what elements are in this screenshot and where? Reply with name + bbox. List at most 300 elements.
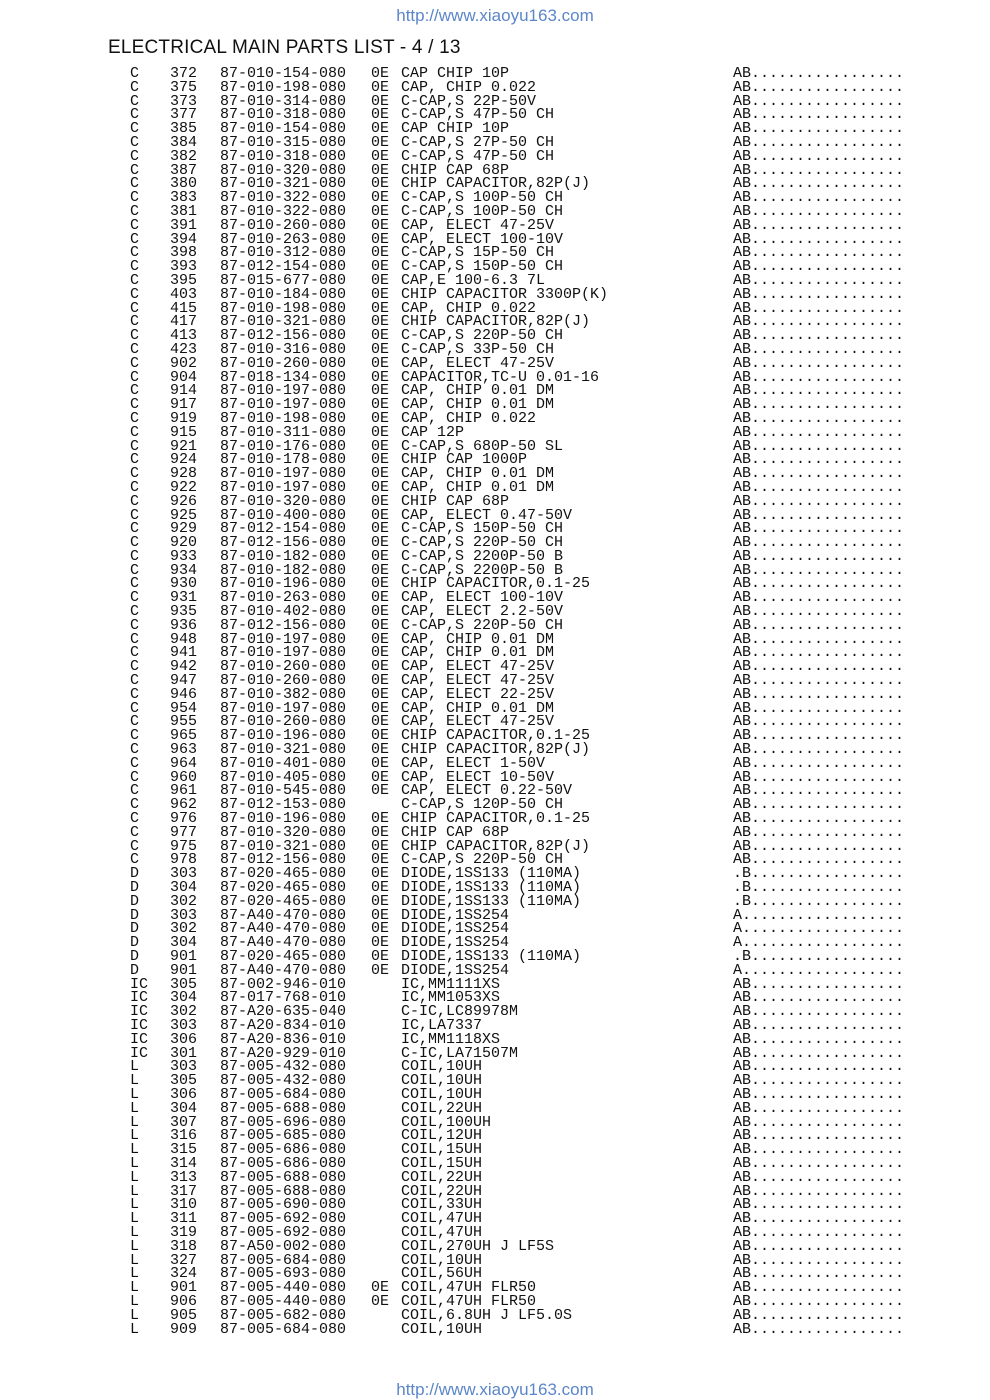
part-code: AB................. xyxy=(733,1099,905,1117)
part-description: C-CAP,S 220P-50 CH xyxy=(401,616,564,634)
part-number: 87-010-402-080 xyxy=(220,603,347,621)
part-ref: 935 xyxy=(170,603,198,621)
part-ref: 901 xyxy=(170,961,198,979)
part-type: C xyxy=(130,327,140,345)
part-type: C xyxy=(130,271,140,289)
part-oe: 0E xyxy=(371,865,390,883)
part-ref: 921 xyxy=(170,437,198,455)
part-oe: 0E xyxy=(371,741,390,759)
part-description: COIL,47UH FLR50 xyxy=(401,1292,537,1310)
part-type: C xyxy=(130,561,140,579)
part-description: C-IC,LA71507M xyxy=(401,1044,519,1062)
part-number: 87-005-690-080 xyxy=(220,1196,347,1214)
part-number: 87-005-688-080 xyxy=(220,1168,347,1186)
part-number: 87-010-322-080 xyxy=(220,189,347,207)
part-number: 87-010-321-080 xyxy=(220,741,347,759)
part-description: DIODE,1SS254 xyxy=(401,961,510,979)
part-number: 87-010-318-080 xyxy=(220,106,347,124)
part-code: AB................. xyxy=(733,409,905,427)
part-code: AB................. xyxy=(733,1279,905,1297)
part-description: IC,MM1118XS xyxy=(401,1030,501,1048)
part-number: 87-010-321-080 xyxy=(220,313,347,331)
part-code: AB................. xyxy=(733,534,905,552)
part-type: C xyxy=(130,340,140,358)
part-ref: 423 xyxy=(170,340,198,358)
part-number: 87-005-692-080 xyxy=(220,1223,347,1241)
part-code: AB................. xyxy=(733,423,905,441)
part-code: AB................. xyxy=(733,1196,905,1214)
part-oe: 0E xyxy=(371,313,390,331)
part-number: 87-005-440-080 xyxy=(220,1279,347,1297)
part-type: L xyxy=(130,1058,140,1076)
part-type: C xyxy=(130,354,140,372)
part-number: 87-010-311-080 xyxy=(220,423,347,441)
part-oe: 0E xyxy=(371,354,390,372)
part-code: AB................. xyxy=(733,851,905,869)
part-ref: 302 xyxy=(170,920,198,938)
part-number: 87-010-182-080 xyxy=(220,547,347,565)
part-type: C xyxy=(130,699,140,717)
part-type: C xyxy=(130,685,140,703)
part-ref: 914 xyxy=(170,382,198,400)
part-code: AB................. xyxy=(733,1044,905,1062)
part-code: AB................. xyxy=(733,506,905,524)
part-description: C-CAP,S 680P-50 SL xyxy=(401,437,564,455)
part-ref: 311 xyxy=(170,1210,198,1228)
part-type: C xyxy=(130,216,140,234)
part-description: C-CAP,S 100P-50 CH xyxy=(401,202,564,220)
part-oe: 0E xyxy=(371,175,390,193)
part-ref: 929 xyxy=(170,520,198,538)
part-number: 87-017-768-010 xyxy=(220,989,347,1007)
part-oe: 0E xyxy=(371,616,390,634)
part-type: C xyxy=(130,299,140,317)
part-description: CAP, ELECT 10-50V xyxy=(401,768,555,786)
part-ref: 978 xyxy=(170,851,198,869)
part-description: COIL,22UH xyxy=(401,1168,483,1186)
part-description: COIL,10UH xyxy=(401,1320,483,1338)
part-type: C xyxy=(130,65,140,82)
footer-url-link[interactable]: http://www.xiaoyu163.com xyxy=(396,1380,594,1399)
part-type: L xyxy=(130,1279,140,1297)
part-type: C xyxy=(130,727,140,745)
part-oe: 0E xyxy=(371,727,390,745)
part-type: IC xyxy=(130,1044,149,1062)
part-description: CHIP CAPACITOR,0.1-25 xyxy=(401,575,591,593)
part-oe: 0E xyxy=(371,782,390,800)
part-code: AB................. xyxy=(733,1306,905,1324)
part-ref: 902 xyxy=(170,354,198,372)
part-number: 87-010-197-080 xyxy=(220,630,347,648)
part-code: AB................. xyxy=(733,741,905,759)
part-code: AB................. xyxy=(733,368,905,386)
part-number: 87-010-198-080 xyxy=(220,299,347,317)
part-number: 87-010-154-080 xyxy=(220,120,347,138)
part-code: AB................. xyxy=(733,1223,905,1241)
part-code: AB................. xyxy=(733,230,905,248)
part-description: CAP,E 100-6.3 7L xyxy=(401,271,546,289)
part-type: IC xyxy=(130,1003,149,1021)
part-type: L xyxy=(130,1182,140,1200)
part-ref: 327 xyxy=(170,1251,198,1269)
part-description: CHIP CAP 68P xyxy=(401,823,510,841)
part-number: 87-005-686-080 xyxy=(220,1141,347,1159)
part-ref: 961 xyxy=(170,782,198,800)
part-description: DIODE,1SS254 xyxy=(401,906,510,924)
part-number: 87-010-197-080 xyxy=(220,382,347,400)
part-code: AB................. xyxy=(733,1003,905,1021)
part-ref: 977 xyxy=(170,823,198,841)
part-oe: 0E xyxy=(371,630,390,648)
part-code: AB................. xyxy=(733,285,905,303)
part-number: 87-010-400-080 xyxy=(220,506,347,524)
part-oe: 0E xyxy=(371,327,390,345)
part-type: L xyxy=(130,1099,140,1117)
part-ref: 975 xyxy=(170,837,198,855)
part-oe: 0E xyxy=(371,672,390,690)
part-type: C xyxy=(130,285,140,303)
part-oe: 0E xyxy=(371,423,390,441)
part-ref: 324 xyxy=(170,1265,198,1283)
part-description: CAP, ELECT 0.22-50V xyxy=(401,782,573,800)
part-type: C xyxy=(130,175,140,193)
part-description: DIODE,1SS133 (110MA) xyxy=(401,865,582,883)
part-ref: 380 xyxy=(170,175,198,193)
part-description: COIL,22UH xyxy=(401,1182,483,1200)
part-description: COIL,33UH xyxy=(401,1196,483,1214)
part-type: C xyxy=(130,368,140,386)
part-number: 87-A40-470-080 xyxy=(220,934,347,952)
part-description: DIODE,1SS133 (110MA) xyxy=(401,879,582,897)
part-code: AB................. xyxy=(733,1113,905,1131)
part-code: AB................. xyxy=(733,754,905,772)
part-number: 87-005-692-080 xyxy=(220,1210,347,1228)
part-type: C xyxy=(130,409,140,427)
part-code: AB................. xyxy=(733,340,905,358)
part-number: 87-010-196-080 xyxy=(220,727,347,745)
part-code: AB................. xyxy=(733,796,905,814)
part-oe: 0E xyxy=(371,768,390,786)
part-description: CAPACITOR,TC-U 0.01-16 xyxy=(401,368,600,386)
part-ref: 316 xyxy=(170,1127,198,1145)
part-type: L xyxy=(130,1168,140,1186)
part-ref: 905 xyxy=(170,1306,198,1324)
part-oe: 0E xyxy=(371,879,390,897)
part-description: COIL,100UH xyxy=(401,1113,492,1131)
part-type: C xyxy=(130,244,140,262)
part-code: AB................. xyxy=(733,616,905,634)
part-ref: 303 xyxy=(170,906,198,924)
part-description: CAP, CHIP 0.022 xyxy=(401,299,537,317)
part-type: C xyxy=(130,768,140,786)
part-number: 87-010-197-080 xyxy=(220,396,347,414)
part-ref: 942 xyxy=(170,658,198,676)
part-ref: 302 xyxy=(170,892,198,910)
part-code: AB................. xyxy=(733,396,905,414)
part-code: AB................. xyxy=(733,547,905,565)
part-number: 87-A40-470-080 xyxy=(220,906,347,924)
part-oe: 0E xyxy=(371,437,390,455)
part-ref: 965 xyxy=(170,727,198,745)
part-oe: 0E xyxy=(371,920,390,938)
part-type: C xyxy=(130,258,140,276)
part-description: C-CAP,S 2200P-50 B xyxy=(401,561,564,579)
part-oe: 0E xyxy=(371,271,390,289)
part-type: L xyxy=(130,1085,140,1103)
part-code: AB................. xyxy=(733,327,905,345)
part-description: IC,MM1053XS xyxy=(401,989,501,1007)
part-type: IC xyxy=(130,1016,149,1034)
part-type: C xyxy=(130,603,140,621)
part-number: 87-010-260-080 xyxy=(220,713,347,731)
part-code: AB................. xyxy=(733,1072,905,1090)
part-type: C xyxy=(130,823,140,841)
part-code: AB................. xyxy=(733,1085,905,1103)
part-type: C xyxy=(130,575,140,593)
part-code: AB................. xyxy=(733,492,905,510)
part-description: CAP, ELECT 47-25V xyxy=(401,354,555,372)
part-ref: 934 xyxy=(170,561,198,579)
part-ref: 306 xyxy=(170,1085,198,1103)
part-ref: 936 xyxy=(170,616,198,634)
part-description: COIL,10UH xyxy=(401,1251,483,1269)
part-number: 87-010-260-080 xyxy=(220,354,347,372)
part-code: AB................. xyxy=(733,382,905,400)
part-type: C xyxy=(130,837,140,855)
part-code: AB................. xyxy=(733,1168,905,1186)
part-description: C-CAP,S 220P-50 CH xyxy=(401,327,564,345)
part-code: AB................. xyxy=(733,465,905,483)
part-type: D xyxy=(130,948,140,965)
part-ref: 962 xyxy=(170,796,198,814)
part-description: CAP 12P xyxy=(401,423,465,441)
part-number: 87-010-184-080 xyxy=(220,285,347,303)
part-ref: 304 xyxy=(170,1099,198,1117)
part-type: L xyxy=(130,1251,140,1269)
part-type: C xyxy=(130,147,140,165)
part-code: AB................. xyxy=(733,575,905,593)
part-type: C xyxy=(130,492,140,510)
part-type: D xyxy=(130,906,140,924)
part-number: 87-010-405-080 xyxy=(220,768,347,786)
part-code: AB................. xyxy=(733,1154,905,1172)
part-description: C-CAP,S 47P-50 CH xyxy=(401,147,555,165)
part-type: C xyxy=(130,382,140,400)
part-code: AB................. xyxy=(733,92,905,110)
part-oe: 0E xyxy=(371,575,390,593)
table-row xyxy=(0,1320,990,1338)
part-code: AB................. xyxy=(733,1210,905,1228)
part-type: C xyxy=(130,396,140,414)
part-description: C-CAP,S 150P-50 CH xyxy=(401,520,564,538)
part-number: 87-005-684-080 xyxy=(220,1320,347,1338)
part-oe: 0E xyxy=(371,396,390,414)
part-ref: 304 xyxy=(170,989,198,1007)
part-number: 87-010-176-080 xyxy=(220,437,347,455)
part-ref: 381 xyxy=(170,202,198,220)
part-number: 87-A40-470-080 xyxy=(220,961,347,979)
part-ref: 317 xyxy=(170,1182,198,1200)
part-type: C xyxy=(130,547,140,565)
part-description: C-CAP,S 15P-50 CH xyxy=(401,244,555,262)
part-number: 87-020-465-080 xyxy=(220,879,347,897)
part-oe: 0E xyxy=(371,506,390,524)
part-type: D xyxy=(130,892,140,910)
part-ref: 917 xyxy=(170,396,198,414)
part-code: AB................. xyxy=(733,1265,905,1283)
page-title: ELECTRICAL MAIN PARTS LIST - 4 / 13 xyxy=(108,37,461,58)
part-ref: 915 xyxy=(170,423,198,441)
part-number: 87-005-693-080 xyxy=(220,1265,347,1283)
part-ref: 303 xyxy=(170,1016,198,1034)
part-oe: 0E xyxy=(371,340,390,358)
part-type: L xyxy=(130,1141,140,1159)
part-code: AB................. xyxy=(733,478,905,496)
part-oe: 0E xyxy=(371,451,390,469)
part-number: 87-012-156-080 xyxy=(220,616,347,634)
part-oe: 0E xyxy=(371,120,390,138)
part-code: AB................. xyxy=(733,1251,905,1269)
part-type: L xyxy=(130,1306,140,1324)
part-ref: 307 xyxy=(170,1113,198,1131)
part-code: AB................. xyxy=(733,354,905,372)
part-code: AB................. xyxy=(733,161,905,179)
part-description: CAP, ELECT 47-25V xyxy=(401,658,555,676)
part-oe: 0E xyxy=(371,837,390,855)
part-oe: 0E xyxy=(371,685,390,703)
part-type: L xyxy=(130,1113,140,1131)
part-type: C xyxy=(130,423,140,441)
part-code: AB................. xyxy=(733,589,905,607)
part-description: CHIP CAPACITOR,82P(J) xyxy=(401,837,591,855)
part-description: CAP, ELECT 47-25V xyxy=(401,216,555,234)
part-oe: 0E xyxy=(371,892,390,910)
part-ref: 924 xyxy=(170,451,198,469)
part-type: C xyxy=(130,782,140,800)
part-description: COIL,6.8UH J LF5.0S xyxy=(401,1306,573,1324)
part-oe: 0E xyxy=(371,851,390,869)
part-type: C xyxy=(130,313,140,331)
part-description: CAP, CHIP 0.01 DM xyxy=(401,699,555,717)
part-type: C xyxy=(130,189,140,207)
part-number: 87-005-440-080 xyxy=(220,1292,347,1310)
part-description: COIL,270UH J LF5S xyxy=(401,1237,555,1255)
part-number: 87-010-320-080 xyxy=(220,823,347,841)
part-ref: 382 xyxy=(170,147,198,165)
part-code: AB................. xyxy=(733,133,905,151)
part-code: AB................. xyxy=(733,713,905,731)
part-type: IC xyxy=(130,989,149,1007)
part-description: CAP, ELECT 100-10V xyxy=(401,230,564,248)
part-number: 87-010-315-080 xyxy=(220,133,347,151)
part-number: 87-A20-834-010 xyxy=(220,1016,347,1034)
part-ref: 306 xyxy=(170,1030,198,1048)
part-type: D xyxy=(130,879,140,897)
part-oe: 0E xyxy=(371,147,390,165)
part-ref: 960 xyxy=(170,768,198,786)
part-ref: 372 xyxy=(170,65,198,82)
part-ref: 964 xyxy=(170,754,198,772)
part-number: 87-020-465-080 xyxy=(220,865,347,883)
part-number: 87-010-178-080 xyxy=(220,451,347,469)
part-code: A.................. xyxy=(733,961,905,979)
part-type: IC xyxy=(130,1030,149,1048)
part-number: 87-010-154-080 xyxy=(220,65,347,82)
part-description: C-IC,LC89978M xyxy=(401,1003,519,1021)
part-type: C xyxy=(130,851,140,869)
part-description: COIL,47UH FLR50 xyxy=(401,1279,537,1297)
part-ref: 387 xyxy=(170,161,198,179)
part-description: DIODE,1SS254 xyxy=(401,920,510,938)
part-code: AB................. xyxy=(733,1030,905,1048)
part-ref: 313 xyxy=(170,1168,198,1186)
part-type: C xyxy=(130,202,140,220)
part-code: AB................. xyxy=(733,106,905,124)
part-code: AB................. xyxy=(733,837,905,855)
part-oe: 0E xyxy=(371,299,390,317)
part-oe: 0E xyxy=(371,92,390,110)
part-type: C xyxy=(130,616,140,634)
part-number: 87-A40-470-080 xyxy=(220,920,347,938)
part-code: AB................. xyxy=(733,782,905,800)
part-type: C xyxy=(130,520,140,538)
part-type: L xyxy=(130,1237,140,1255)
part-number: 87-010-198-080 xyxy=(220,409,347,427)
part-oe: 0E xyxy=(371,713,390,731)
part-number: 87-010-312-080 xyxy=(220,244,347,262)
part-description: C-CAP,S 47P-50 CH xyxy=(401,106,555,124)
part-ref: 909 xyxy=(170,1320,198,1338)
part-oe: 0E xyxy=(371,603,390,621)
part-oe: 0E xyxy=(371,78,390,96)
part-description: COIL,47UH xyxy=(401,1223,483,1241)
part-ref: 318 xyxy=(170,1237,198,1255)
part-code: .B................. xyxy=(733,865,905,883)
part-type: L xyxy=(130,1265,140,1283)
part-number: 87-005-684-080 xyxy=(220,1085,347,1103)
part-description: CHIP CAPACITOR 3300P(K) xyxy=(401,285,609,303)
part-code: AB................. xyxy=(733,685,905,703)
part-description: C-CAP,S 220P-50 CH xyxy=(401,534,564,552)
part-ref: 398 xyxy=(170,244,198,262)
part-description: CHIP CAPACITOR,82P(J) xyxy=(401,175,591,193)
part-code: AB................. xyxy=(733,989,905,1007)
part-number: 87-010-263-080 xyxy=(220,589,347,607)
part-type: C xyxy=(130,672,140,690)
part-type: C xyxy=(130,644,140,662)
part-code: AB................. xyxy=(733,810,905,828)
part-type: L xyxy=(130,1072,140,1090)
header-url-link[interactable]: http://www.xiaoyu163.com xyxy=(396,6,594,25)
part-number: 87-010-318-080 xyxy=(220,147,347,165)
part-ref: 301 xyxy=(170,1044,198,1062)
part-ref: 415 xyxy=(170,299,198,317)
part-type: C xyxy=(130,161,140,179)
part-code: AB................. xyxy=(733,727,905,745)
part-type: L xyxy=(130,1154,140,1172)
part-number: 87-A20-929-010 xyxy=(220,1044,347,1062)
part-ref: 906 xyxy=(170,1292,198,1310)
part-type: C xyxy=(130,810,140,828)
part-number: 87-010-197-080 xyxy=(220,478,347,496)
part-number: 87-012-154-080 xyxy=(220,258,347,276)
part-number: 87-020-465-080 xyxy=(220,948,347,965)
part-code: AB................. xyxy=(733,630,905,648)
part-ref: 305 xyxy=(170,1072,198,1090)
part-type: C xyxy=(130,589,140,607)
part-code: AB................. xyxy=(733,1016,905,1034)
part-description: CAP, ELECT 100-10V xyxy=(401,589,564,607)
